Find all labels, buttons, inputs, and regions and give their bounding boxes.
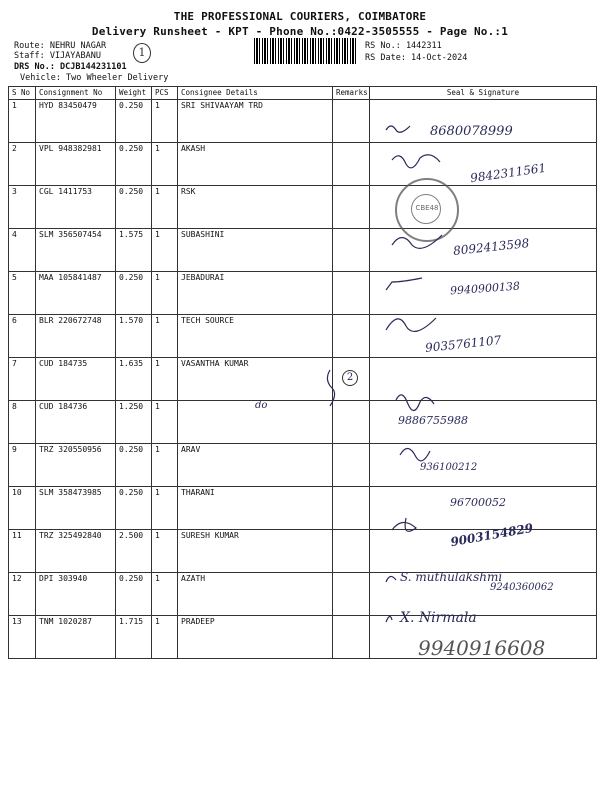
handwritten-name-row13: X. Nirmala — [400, 610, 477, 626]
handwritten-ditto-mark: do — [255, 400, 268, 411]
route-label: Route: NEHRU NAGAR — [14, 41, 107, 51]
cell-pcs: 1 — [152, 444, 178, 487]
cell-consignment: VPL 948382981 — [36, 143, 116, 186]
handwritten-phone-row1: 8680078999 — [430, 124, 513, 139]
handwritten-phone-row2: 9842311561 — [469, 160, 547, 186]
cell-pcs: 1 — [152, 143, 178, 186]
cell-consignee: JEBADURAI — [178, 272, 333, 315]
drs-number: DRS No.: DCJB144231101 — [14, 62, 127, 72]
cell-pcs: 1 — [152, 100, 178, 143]
runsheet-subtitle: Delivery Runsheet - KPT - Phone No.:0422-3505555 - Page No.:1 — [91, 25, 509, 38]
bracket-stroke — [327, 370, 334, 406]
cell-sno: 7 — [9, 358, 36, 401]
cell-consignee: VASANTHA KUMAR — [178, 358, 333, 401]
cell-sno: 6 — [9, 315, 36, 358]
cell-sno: 2 — [9, 143, 36, 186]
col-weight-header: Weight — [116, 87, 152, 100]
col-pcs-header: PCS — [152, 87, 178, 100]
rs-number: RS No.: 1442311 — [365, 41, 442, 51]
cell-consignment: SLM 356507454 — [36, 229, 116, 272]
signature-stroke-row12 — [386, 576, 396, 582]
circled-page-mark: 1 — [133, 43, 151, 63]
handwritten-phone-row11: 9003154829 — [449, 520, 535, 550]
handwritten-phone-row8: 9886755988 — [398, 414, 468, 427]
signature-stroke-row6 — [386, 318, 436, 331]
cell-weight: 2.500 — [116, 530, 152, 573]
cell-pcs: 1 — [152, 186, 178, 229]
staff-label: Staff: VIJAYABANU — [14, 51, 101, 61]
cell-consignment: TRZ 325492840 — [36, 530, 116, 573]
cell-pcs: 1 — [152, 616, 178, 659]
cell-consignment: MAA 105841487 — [36, 272, 116, 315]
cell-sno: 4 — [9, 229, 36, 272]
cell-sno: 1 — [9, 100, 36, 143]
cell-weight: 0.250 — [116, 143, 152, 186]
cell-consignee: THARANI — [178, 487, 333, 530]
handwritten-phone-row13: 9940916608 — [418, 636, 546, 660]
cell-pcs: 1 — [152, 487, 178, 530]
cell-consignee: SUBASHINI — [178, 229, 333, 272]
handwritten-name-row12: S. muthulakshmi — [400, 570, 503, 584]
cell-consignee: PRADEEP — [178, 616, 333, 659]
cell-consignment: BLR 220672748 — [36, 315, 116, 358]
signature-stroke-row4 — [392, 235, 442, 248]
stamp-label: CBE48 — [415, 204, 439, 212]
signature-stroke-row11 — [392, 518, 416, 531]
cell-consignment: DPI 303940 — [36, 573, 116, 616]
cell-sno: 13 — [9, 616, 36, 659]
company-title: THE PROFESSIONAL COURIERS, COIMBATORE — [173, 10, 427, 23]
col-sno-header: S No — [9, 87, 36, 100]
col-remarks-header: Remarks — [333, 87, 370, 100]
signature-stroke-row13 — [386, 616, 392, 622]
cell-pcs: 1 — [152, 272, 178, 315]
col-consignment-header: Consignment No — [36, 87, 116, 100]
cell-consignee: ARAV — [178, 444, 333, 487]
handwritten-phone-row5: 9940900138 — [449, 279, 521, 298]
signature-stroke-row5 — [386, 278, 422, 290]
cell-weight: 1.250 — [116, 401, 152, 444]
cell-weight: 0.250 — [116, 100, 152, 143]
cell-weight: 0.250 — [116, 487, 152, 530]
signature-stroke-row8 — [396, 395, 434, 411]
cell-consignee: SRI SHIVAAYAM TRD — [178, 100, 333, 143]
cell-pcs: 1 — [152, 315, 178, 358]
cell-pcs: 1 — [152, 401, 178, 444]
handwritten-phone-row12: 9240360062 — [490, 582, 554, 593]
cell-pcs: 1 — [152, 573, 178, 616]
cell-weight: 0.250 — [116, 272, 152, 315]
col-consignee-header: Consignee Details — [178, 87, 333, 100]
cell-consignee: AKASH — [178, 143, 333, 186]
cell-weight: 1.715 — [116, 616, 152, 659]
rs-date: RS Date: 14-Oct-2024 — [365, 53, 468, 63]
cell-weight: 1.570 — [116, 315, 152, 358]
cell-weight: 1.635 — [116, 358, 152, 401]
handwritten-phone-row10: 96700052 — [450, 496, 506, 509]
cell-consignment: SLM 358473985 — [36, 487, 116, 530]
signature-stroke-row2 — [392, 155, 440, 168]
signature-stroke-row9 — [400, 448, 430, 460]
cell-weight: 0.250 — [116, 186, 152, 229]
cell-sno: 3 — [9, 186, 36, 229]
cell-sno: 12 — [9, 573, 36, 616]
cell-sno: 8 — [9, 401, 36, 444]
cell-sno: 9 — [9, 444, 36, 487]
handwritten-phone-row9: 936100212 — [420, 462, 478, 473]
cell-weight: 0.250 — [116, 573, 152, 616]
cell-sno: 10 — [9, 487, 36, 530]
cell-consignment: TRZ 320550956 — [36, 444, 116, 487]
cell-pcs: 1 — [152, 358, 178, 401]
cell-consignment: CUD 184736 — [36, 401, 116, 444]
cell-consignment: CGL 1411753 — [36, 186, 116, 229]
cell-consignment: TNM 1020287 — [36, 616, 116, 659]
cell-consignee: TECH SOURCE — [178, 315, 333, 358]
handwritten-phone-row4: 8092413598 — [452, 236, 530, 258]
cell-consignee: AZATH — [178, 573, 333, 616]
cell-consignment: HYD 83450479 — [36, 100, 116, 143]
cell-pcs: 1 — [152, 530, 178, 573]
handwritten-phone-row6: 9035761107 — [424, 333, 502, 355]
handwritten-circled-mark: 2 — [342, 370, 358, 386]
col-signature-header: Seal & Signature — [370, 87, 597, 100]
signature-stroke-row1 — [386, 126, 410, 132]
cell-consignee: RSK — [178, 186, 333, 229]
cell-sno: 5 — [9, 272, 36, 315]
cell-consignment: CUD 184735 — [36, 358, 116, 401]
cell-sno: 11 — [9, 530, 36, 573]
cell-weight: 0.250 — [116, 444, 152, 487]
cell-weight: 1.575 — [116, 229, 152, 272]
cell-consignee: SURESH KUMAR — [178, 530, 333, 573]
vehicle-label: Vehicle: Two Wheeler Delivery — [20, 73, 169, 83]
cell-pcs: 1 — [152, 229, 178, 272]
